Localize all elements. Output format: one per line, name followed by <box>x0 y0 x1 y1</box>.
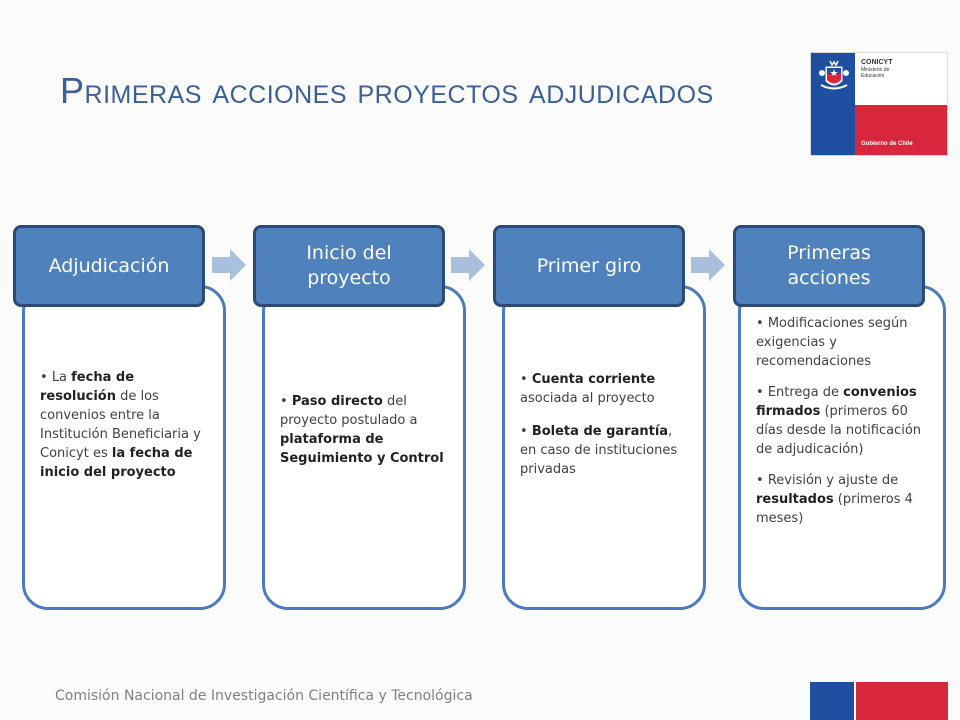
logo-blue-band <box>811 53 855 155</box>
arrow-right-icon <box>451 247 487 283</box>
step-header-adjudicacion <box>13 225 205 307</box>
list-item: • La fecha de resolución de los convenios entre la Institución Beneficiaria y Conicyt es la fecha de inicio del proyecto <box>40 370 201 480</box>
step-content-primeras-acciones <box>756 314 934 538</box>
footer-text: Comisión Nacional de Investigación Científica y Tecnológica <box>55 688 473 704</box>
list-item: • Boleta de garantía, en caso de instituciones privadas <box>520 424 678 477</box>
list-item: • Cuenta corriente asociada al proyecto <box>520 372 656 406</box>
arrow-right-icon <box>691 247 727 283</box>
step-header-label-line2: proyecto <box>307 267 391 289</box>
conicyt-logo <box>810 52 948 156</box>
logo-government: Gobierno de Chile <box>861 141 913 147</box>
step-header-label: Primer giro <box>536 254 642 277</box>
step-header-inicio <box>253 225 445 307</box>
list-item: • Modificaciones según exigencias y recomendaciones <box>756 316 908 369</box>
list-item: • Paso directo del proyecto postulado a plataforma de Seguimiento y Control <box>280 394 444 466</box>
list-item: • Entrega de convenios firmados (primeros 60 días desde la notificación de adjudicación) <box>756 385 922 457</box>
step-header-primer-giro <box>493 225 685 307</box>
arrow-right-icon <box>212 247 248 283</box>
chile-flag-band <box>810 682 948 720</box>
list-item: • Revisión y ajuste de resultados (primeros 4 meses) <box>756 473 913 526</box>
coat-of-arms-icon <box>817 59 851 95</box>
step-content-adjudicacion <box>40 368 210 492</box>
step-header-label: Adjudicación <box>48 254 170 277</box>
step-content-primer-giro <box>520 370 692 489</box>
step-content-inicio <box>280 392 456 478</box>
step-header-label-line2: acciones <box>787 267 871 289</box>
step-header-label-line1: Inicio del <box>306 242 392 264</box>
logo-name: CONICYT <box>861 59 893 66</box>
page-title: Primeras acciones proyectos adjudicados <box>60 70 714 111</box>
step-header-primeras-acciones <box>733 225 925 307</box>
logo-ministry-line1: Ministerio de <box>861 67 890 73</box>
step-header-label-line1: Primeras <box>787 242 871 264</box>
logo-ministry-line2: Educación <box>861 73 885 79</box>
